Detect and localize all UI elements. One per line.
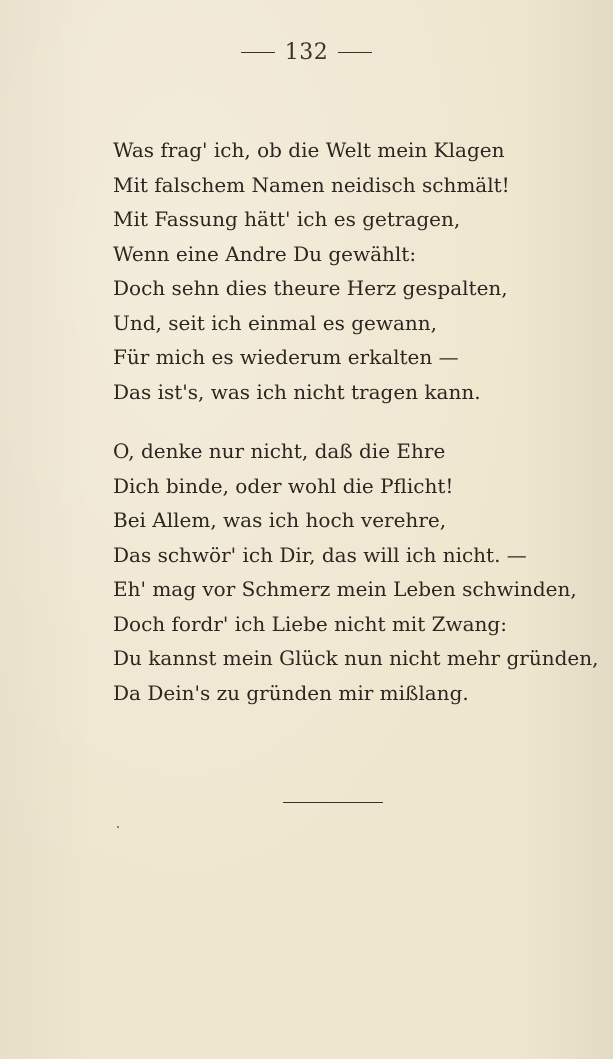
stanza-1 bbox=[113, 133, 603, 409]
verse-line: Wenn eine Andre Du gewählt: bbox=[113, 241, 417, 266]
stanza-2 bbox=[113, 434, 603, 710]
header-dash-right bbox=[338, 52, 372, 53]
verse-line: Mit falschem Namen neidisch schmält! bbox=[113, 172, 510, 197]
verse-line: Was frag' ich, ob die Welt mein Klagen bbox=[113, 138, 505, 162]
verse-line: Bei Allem, was ich hoch verehre, bbox=[113, 508, 447, 532]
page-number: 132 bbox=[284, 40, 329, 65]
paper-speck bbox=[117, 826, 119, 828]
verse-line: Du kannst mein Glück nun nicht mehr gründen, bbox=[113, 646, 599, 670]
verse-line: Mit Fassung hätt' ich es getragen, bbox=[113, 207, 461, 231]
verse-line: Doch fordr' ich Liebe nicht mit Zwang: bbox=[113, 611, 507, 636]
verse-line: Für mich es wiederum erkalten — bbox=[113, 345, 459, 369]
verse-line: Das ist's, was ich nicht tragen kann. bbox=[113, 379, 481, 404]
verse-line: O, denke nur nicht, daß die Ehre bbox=[113, 439, 446, 463]
end-rule bbox=[283, 802, 383, 803]
verse-line: Eh' mag vor Schmerz mein Leben schwinden, bbox=[113, 577, 577, 601]
header-dash-left bbox=[241, 52, 275, 53]
verse-line: Da Dein's zu gründen mir mißlang. bbox=[113, 680, 469, 705]
page-header bbox=[0, 40, 613, 65]
verse-line: Dich binde, oder wohl die Pflicht! bbox=[113, 473, 454, 498]
verse-line: Doch sehn dies theure Herz gespalten, bbox=[113, 276, 508, 300]
verse-line: Das schwör' ich Dir, das will ich nicht. — bbox=[113, 542, 527, 567]
verse-line: Und, seit ich einmal es gewann, bbox=[113, 310, 437, 335]
